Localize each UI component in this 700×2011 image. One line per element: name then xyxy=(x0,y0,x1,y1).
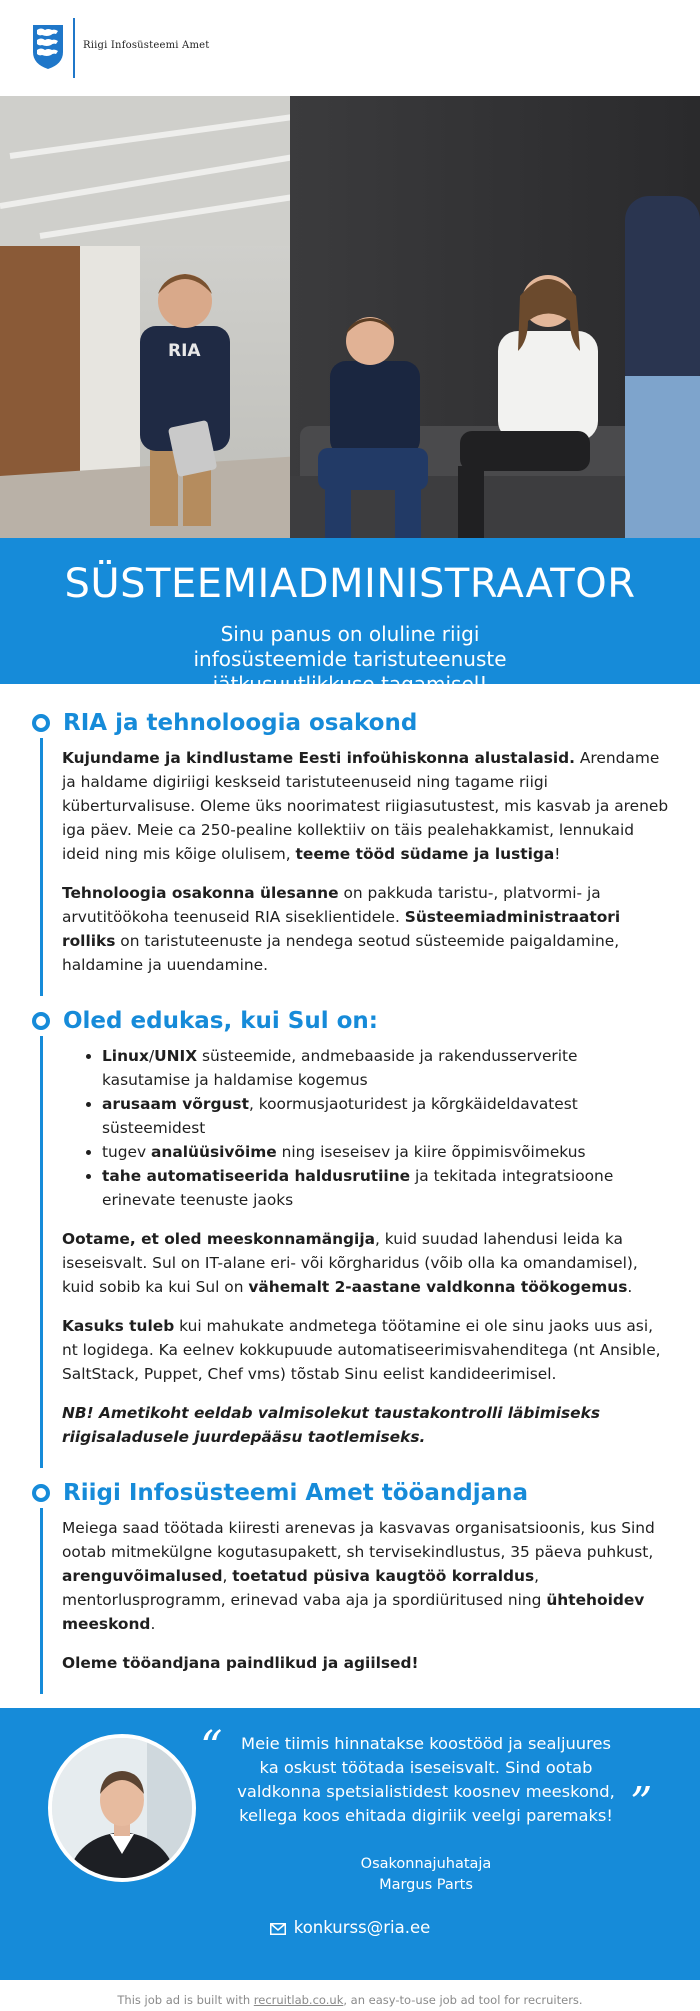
paragraph xyxy=(62,746,670,866)
logo-divider xyxy=(73,18,75,78)
bold-text: analüüsivõime xyxy=(151,1143,277,1161)
contact-email-link[interactable] xyxy=(0,1918,700,1937)
text: tugev xyxy=(102,1143,152,1161)
quote-text: Meie tiimis hinnatakse koostööd ja sealjuures ka oskust töötada iseseisvalt. Sind ootab valdkonna spetsialistidest koosnev meeskond, kellega koos ehitada digiriik veelgi paremaks! xyxy=(237,1734,615,1825)
footer-text: , an easy-to-use job ad tool for recruiters. xyxy=(343,1993,583,2007)
bold-text: Kasuks tuleb xyxy=(62,1317,175,1335)
text: , mentorlusprogramm, erinevad vaba aja ja spordiüritused ning xyxy=(62,1567,547,1609)
quote-band xyxy=(0,1708,700,1980)
footer-text: This job ad is built with xyxy=(117,1993,254,2007)
paragraph xyxy=(62,1314,670,1386)
text: on taristuteenuste ja nendega seotud süsteemide paigaldamine, haldamine ja uuendamine. xyxy=(62,932,620,974)
bullet-circle-icon xyxy=(32,714,50,732)
text: Meiega saad töötada kiiresti arenevas ja kasvavas organisatsioonis, kus Sind ootab mitmekülgne kogutasupakett, sh tervisekindlustus, 35 päeva puhkust, xyxy=(62,1519,655,1561)
section-header xyxy=(32,1478,670,1508)
header xyxy=(0,0,700,96)
text: , koormusjaoturidest ja kõrgkäideldavatest süsteemidest xyxy=(102,1095,578,1137)
contact-email[interactable]: konkurss@ria.ee xyxy=(293,1918,431,1937)
recruitlab-link[interactable]: recruitlab.co.uk xyxy=(253,1993,344,2007)
text: . xyxy=(150,1615,156,1633)
bold-text: arenguvõimalused xyxy=(62,1567,223,1585)
bold-text: Kujundame ja kindlustame Eesti infoühiskonna alustalasid. xyxy=(62,749,576,767)
requirements-list xyxy=(62,1044,670,1212)
list-item xyxy=(102,1092,670,1140)
security-note: NB! Ametikoht eeldab valmisolekut taustakontrolli läbimiseks riigisaladusele juurdepääsu taotlemiseks. xyxy=(62,1404,601,1446)
estonian-lions-emblem-icon xyxy=(32,24,64,70)
section-header xyxy=(32,1006,670,1036)
section-ria-tech xyxy=(32,708,670,996)
text: , kuid suudad lahendusi leida ka iseseisvalt. Sul on IT-alane eri- või kõrgharidus (võib olla ka omandamisel), kuid sobib ka kui Sul on xyxy=(62,1230,638,1296)
bold-text: Linux xyxy=(102,1047,149,1065)
bold-text: teeme tööd südame ja lustiga xyxy=(295,845,555,863)
bold-text: Süsteemiadministraatori rolliks xyxy=(62,908,621,950)
bold-text: Oleme tööandjana paindlikud ja agiilsed! xyxy=(62,1654,419,1672)
shirt-print-text: RIA xyxy=(168,341,201,361)
section-employer xyxy=(32,1478,670,1694)
text: kui mahukate andmetega töötamine ei ole sinu jaoks uus asi, nt logidega. Ka eelnev kokkupuude automatiseerimisvahenditega (nt Ansible, SaltStack, Puppet, Chef vms) tõstab Sinu eelist kandideerimisel. xyxy=(62,1317,661,1383)
mail-icon xyxy=(270,1923,286,1935)
text: ja tekitada integratsioone erinevate teenuste jaoks xyxy=(102,1167,614,1209)
section-title: RIA ja tehnoloogia osakond xyxy=(63,710,418,736)
bold-text: UNIX xyxy=(154,1047,198,1065)
paragraph xyxy=(62,1516,670,1636)
list-item xyxy=(102,1164,670,1212)
job-subtitle: Sinu panus on oluline riigi infosüsteemide taristuteenuste jätkusuutlikkuse tagamisel! xyxy=(193,622,507,696)
bold-text: tahe automatiseerida haldusrutiine xyxy=(102,1167,411,1185)
title-band xyxy=(0,538,700,696)
org-name: Riigi Infosüsteemi Amet xyxy=(83,40,210,51)
bullet-circle-icon xyxy=(32,1012,50,1030)
bold-text: toetatud püsiva kaugtöö korraldus xyxy=(232,1567,535,1585)
hero-photo xyxy=(0,96,700,538)
bold-text: Ootame, et oled meeskonnamängija xyxy=(62,1230,375,1248)
list-item xyxy=(102,1140,670,1164)
open-quote-icon: “ xyxy=(200,1722,223,1773)
bold-text: ühtehoidev meeskond xyxy=(62,1591,645,1633)
bullet-circle-icon xyxy=(32,1484,50,1502)
content xyxy=(0,684,700,1694)
section-title: Oled edukas, kui Sul on: xyxy=(63,1008,378,1034)
close-quote-icon: ” xyxy=(630,1778,653,1829)
text: / xyxy=(148,1047,155,1065)
text: ning iseseisev ja kiire õppimisvõimekus xyxy=(276,1143,586,1161)
section-body xyxy=(40,1036,670,1468)
paragraph xyxy=(62,1401,670,1449)
avatar xyxy=(48,1734,196,1882)
paragraph xyxy=(62,1227,670,1299)
bold-text: Tehnoloogia osakonna ülesanne xyxy=(62,884,339,902)
bold-text: vähemalt 2-aastane valdkonna töökogemus xyxy=(248,1278,628,1296)
section-header xyxy=(32,708,670,738)
section-body xyxy=(40,738,670,996)
quote-role: Osakonnajuhataja xyxy=(360,1856,492,1872)
quote-name: Margus Parts xyxy=(379,1877,473,1893)
section-body xyxy=(40,1508,670,1694)
list-item xyxy=(102,1044,670,1092)
text: . xyxy=(627,1278,633,1296)
paragraph xyxy=(62,881,670,977)
section-title: Riigi Infosüsteemi Amet tööandjana xyxy=(63,1480,528,1506)
text: süsteemide, andmebaaside ja rakendusserverite kasutamise ja haldamise kogemus xyxy=(102,1047,578,1089)
text: ! xyxy=(554,845,561,863)
paragraph xyxy=(62,1651,670,1675)
section-requirements xyxy=(32,1006,670,1468)
manager-portrait xyxy=(52,1738,192,1878)
team-photo-illustration xyxy=(0,96,700,538)
text: , xyxy=(222,1567,233,1585)
text: on pakkuda taristu-, platvormi- ja arvutitöökoha teenuseid RIA siseklientidele. xyxy=(62,884,601,926)
text: Arendame ja haldame digiriigi keskseid taristuteenuseid ning tagame riigi küberturvalisuse. Oleme üks noorimatest riigiasutustest, mis kasvab ja areneb iga päev. Meie ca 250-pealine kollektiiv on täis pealehakkamist, lennukaid ideid ning mis kõige olulisem, xyxy=(62,749,669,863)
job-title: SÜSTEEMIADMINISTRAATOR xyxy=(64,561,636,607)
bold-text: arusaam võrgust xyxy=(102,1095,249,1113)
footer xyxy=(0,1980,700,2007)
